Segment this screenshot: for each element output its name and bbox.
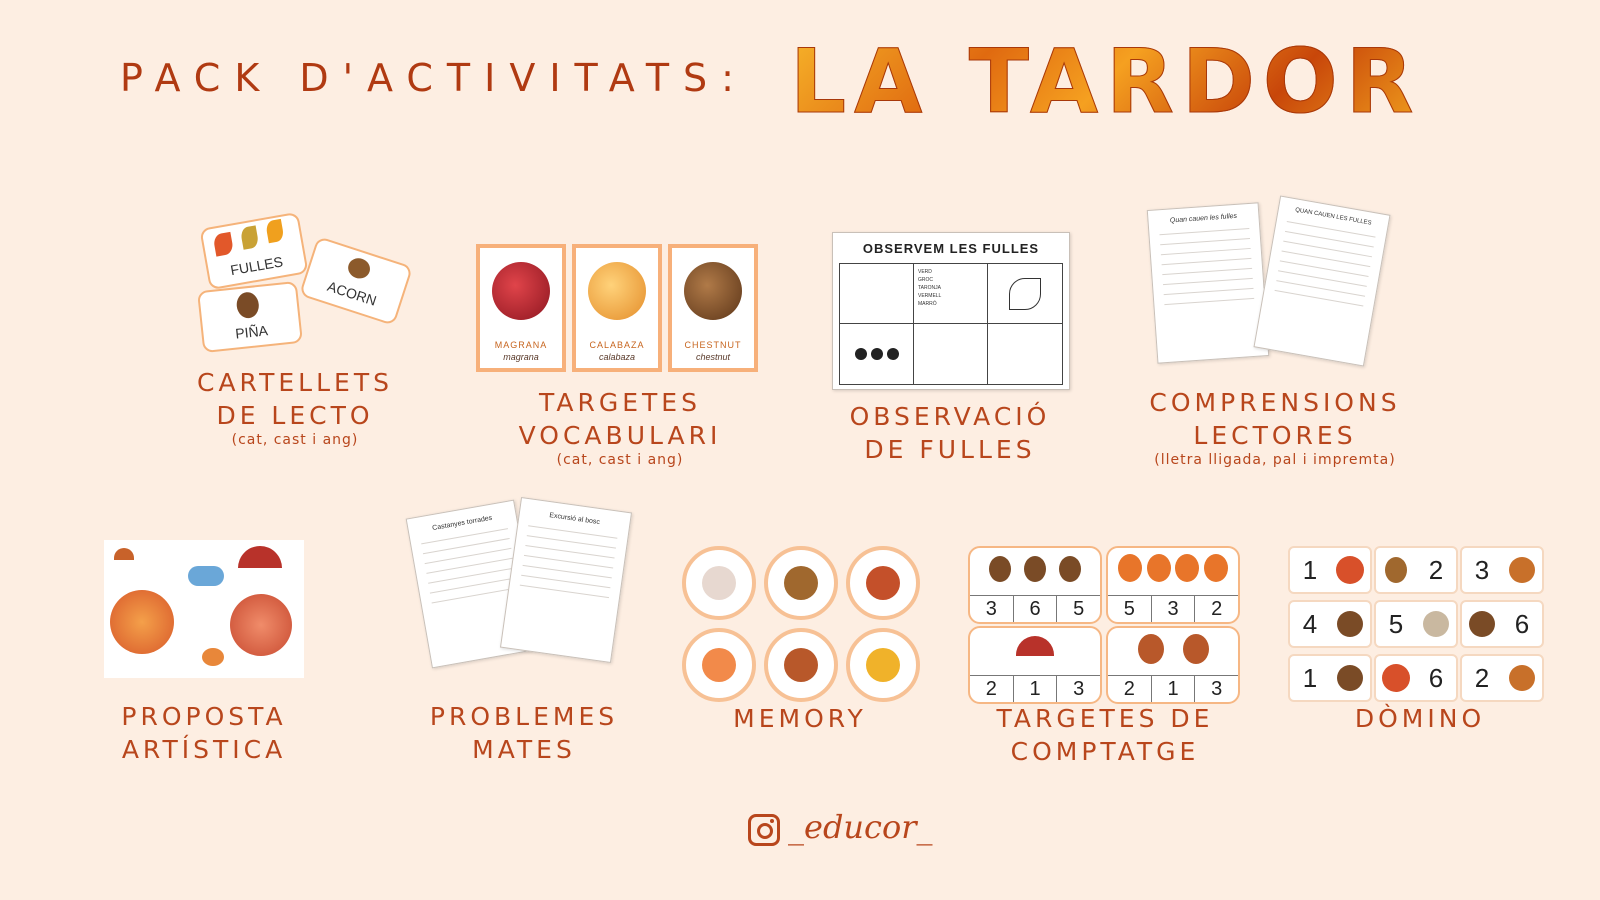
pinecone-icon bbox=[235, 291, 260, 319]
problemes-label: PROBLEMES MATES bbox=[429, 702, 619, 764]
mushroom-icon bbox=[114, 548, 134, 560]
domino-tile: 1 bbox=[1288, 654, 1372, 702]
cartellets-preview bbox=[196, 210, 416, 360]
problemes-sheet-2 bbox=[500, 497, 632, 663]
card-word: ACORN bbox=[325, 277, 379, 309]
mouse-icon bbox=[702, 566, 736, 600]
mushroom-icon bbox=[1423, 611, 1449, 637]
flower-icon bbox=[1336, 556, 1364, 584]
counting-options: 5 3 2 bbox=[1108, 595, 1238, 622]
flower-icon bbox=[702, 648, 736, 682]
pomegranate-icon bbox=[492, 262, 550, 320]
sheet-title: Excursió al bosc bbox=[548, 512, 601, 527]
observacio-label: OBSERVACIÓ DE FULLES bbox=[849, 402, 1051, 464]
leaf-icon bbox=[1509, 557, 1535, 583]
domino-tile: 5 bbox=[1374, 600, 1458, 648]
chestnut-icon bbox=[1337, 611, 1363, 637]
domino-tile: 4 bbox=[1288, 600, 1372, 648]
sheet-title: Castanyes torrades bbox=[431, 514, 493, 533]
instagram-handle[interactable]: _educor_ bbox=[788, 808, 933, 846]
reading-card-fulles bbox=[199, 212, 308, 290]
sheet-title: QUAN CAUEN LES FULLES bbox=[1294, 207, 1372, 227]
memory-card-leaf bbox=[846, 628, 920, 702]
domino-tile: 1 bbox=[1288, 546, 1372, 594]
comprensions-label: COMPRENSIONS LECTORES bbox=[1149, 388, 1401, 450]
sheet-title: OBSERVEM LES FULLES bbox=[862, 241, 1040, 256]
instagram-icon[interactable] bbox=[748, 814, 780, 846]
domino-label: DÒMINO bbox=[1354, 704, 1486, 733]
cloud-icon bbox=[188, 566, 224, 586]
flower-icon bbox=[1382, 664, 1410, 692]
page-title: LA TARDOR bbox=[790, 30, 1422, 133]
pumpkin-icon bbox=[202, 648, 224, 666]
leaf-icon bbox=[265, 219, 285, 243]
chestnut-icon bbox=[684, 262, 742, 320]
color-list: VERD GROC TARONJA VERMELL MARRÓ bbox=[918, 269, 942, 307]
domino-tile: 3 bbox=[1460, 546, 1544, 594]
leaf-icon bbox=[1509, 665, 1535, 691]
memory-label: MEMORY bbox=[733, 704, 867, 733]
domino-tile: 6 bbox=[1374, 654, 1458, 702]
counting-options: 2 1 3 bbox=[1108, 675, 1238, 702]
comprensions-note: (lletra lligada, pal i impremta) bbox=[1154, 452, 1396, 468]
tree-icon bbox=[110, 590, 174, 654]
leaf-icon bbox=[213, 232, 235, 257]
pinecone-icon bbox=[982, 556, 1088, 586]
acorn-icon bbox=[346, 255, 373, 281]
pumpkin-icon bbox=[588, 262, 646, 320]
card-word: PIÑA bbox=[234, 322, 269, 342]
counting-card-umbrella bbox=[968, 626, 1102, 704]
counting-card-squirrels bbox=[1106, 626, 1240, 704]
memory-card-mouse bbox=[682, 546, 756, 620]
leaf-silhouette-icon bbox=[871, 348, 883, 360]
counting-card-pinecones bbox=[968, 546, 1102, 624]
umbrella-icon bbox=[1016, 636, 1054, 656]
tree-icon bbox=[230, 594, 292, 656]
vocab-card-calabaza: CALABAZA calabaza bbox=[572, 244, 662, 372]
reading-card-acorn bbox=[299, 236, 413, 326]
domino-tile: 6 bbox=[1460, 600, 1544, 648]
memory-card-acorn bbox=[764, 546, 838, 620]
card-word: FULLES bbox=[229, 253, 285, 279]
comptatge-label: TARGETES DE COMPTATGE bbox=[996, 704, 1214, 766]
acorn-icon bbox=[784, 566, 818, 600]
squirrel-icon bbox=[784, 648, 818, 682]
vocab-card-chestnut: CHESTNUT chestnut bbox=[668, 244, 758, 372]
memory-card-squirrel bbox=[764, 628, 838, 702]
reading-card-pina bbox=[197, 281, 303, 353]
observacio-sheet bbox=[832, 232, 1070, 390]
cartellets-label: CARTELLETS DE LECTO bbox=[197, 368, 393, 430]
leaf-icon bbox=[240, 225, 260, 249]
pinecone-icon bbox=[1337, 665, 1363, 691]
counting-options: 2 1 3 bbox=[970, 675, 1100, 702]
umbrella-icon bbox=[238, 546, 282, 568]
acorn-icon bbox=[1385, 557, 1407, 583]
targetes-label: TARGETES VOCABULARI bbox=[518, 388, 722, 450]
cartellets-note: (cat, cast i ang) bbox=[231, 432, 359, 448]
vocab-card-magrana: MAGRANA magrana bbox=[476, 244, 566, 372]
squirrel-icon bbox=[1128, 634, 1218, 668]
memory-card-mushroom bbox=[846, 546, 920, 620]
proposta-artwork bbox=[104, 540, 304, 678]
proposta-label: PROPOSTA ARTÍSTICA bbox=[121, 702, 287, 764]
leaf-silhouette-icon bbox=[887, 348, 899, 360]
comprensio-sheet-cursive bbox=[1147, 202, 1269, 363]
sheet-title: Quan cauen les fulles bbox=[1169, 212, 1238, 225]
memory-card-flower bbox=[682, 628, 756, 702]
counting-card-trees bbox=[1106, 546, 1240, 624]
targetes-note: (cat, cast i ang) bbox=[556, 452, 684, 468]
domino-tile: 2 bbox=[1374, 546, 1458, 594]
subtitle: PACK D'ACTIVITATS: bbox=[120, 56, 748, 100]
domino-tile: 2 bbox=[1460, 654, 1544, 702]
leaf-icon bbox=[866, 648, 900, 682]
counting-options: 3 6 5 bbox=[970, 595, 1100, 622]
comprensio-sheet-print bbox=[1253, 195, 1390, 366]
sheet-grid bbox=[839, 263, 1063, 385]
tree-icon bbox=[1116, 554, 1230, 588]
pinecone-icon bbox=[1469, 611, 1495, 637]
leaf-silhouette-icon bbox=[855, 348, 867, 360]
leaf-outline-icon bbox=[1009, 278, 1041, 310]
mushroom-icon bbox=[866, 566, 900, 600]
